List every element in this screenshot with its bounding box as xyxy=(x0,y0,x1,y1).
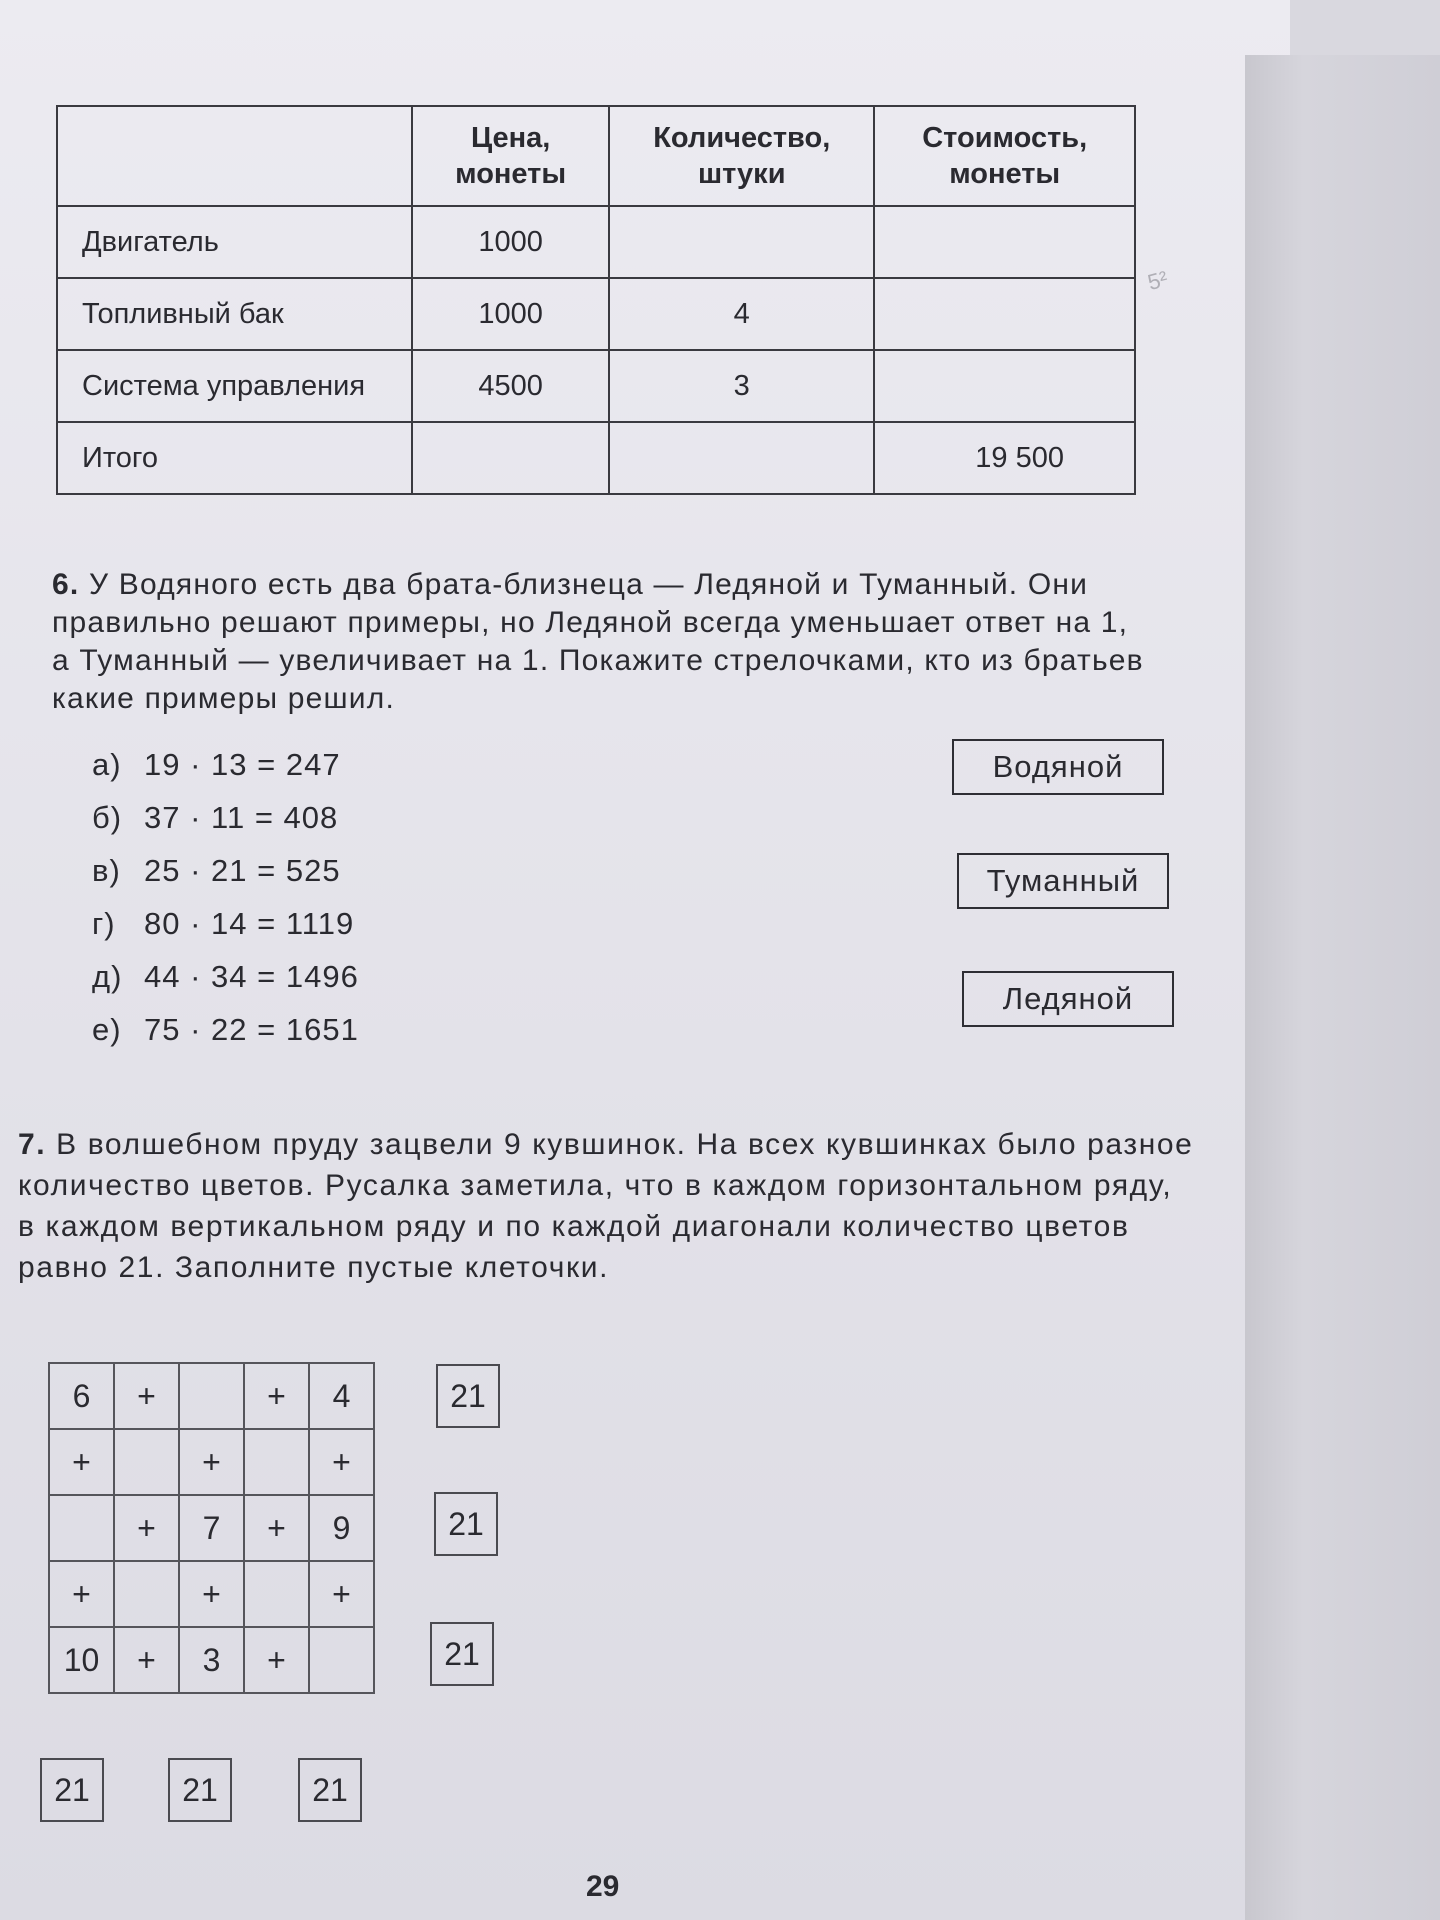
price-table xyxy=(56,105,1136,495)
header-qty-label: Количество, штуки xyxy=(653,122,831,190)
table-total-row xyxy=(57,422,1135,494)
grid-cell xyxy=(309,1363,374,1429)
box-tumanny[interactable]: Туманный xyxy=(957,853,1169,909)
table-row xyxy=(57,278,1135,350)
cell-value: 7 xyxy=(202,1509,221,1546)
example-expr: 80 · 14 = 1119 xyxy=(144,906,355,941)
grid-spacer xyxy=(244,1627,309,1693)
grid-cell xyxy=(49,1363,114,1429)
example-expr: 75 · 22 = 1651 xyxy=(144,1012,359,1047)
header-cost-label: Стоимость, монеты xyxy=(922,122,1088,190)
example-expr: 37 · 11 = 408 xyxy=(144,800,339,835)
header-price xyxy=(412,106,609,206)
grid-spacer xyxy=(179,1561,244,1627)
task-6 xyxy=(52,566,1152,718)
page-number: 29 xyxy=(586,1870,620,1903)
grid-cell xyxy=(179,1495,244,1561)
grid-spacer xyxy=(309,1561,374,1627)
plus-sign: + xyxy=(332,1575,351,1612)
grid-cell-empty[interactable] xyxy=(309,1627,374,1693)
example-expr: 19 · 13 = 247 xyxy=(144,747,341,782)
magic-square xyxy=(48,1362,375,1694)
example-letter: д) xyxy=(92,959,123,994)
row-qty: 4 xyxy=(609,278,874,350)
row-item: Двигатель xyxy=(57,206,412,278)
pencil-mark: 5² xyxy=(1144,265,1171,296)
sum-box-row-2: 21 xyxy=(434,1492,498,1556)
total-label: Итого xyxy=(57,422,412,494)
plus-sign: + xyxy=(202,1443,221,1480)
grid-spacer xyxy=(49,1561,114,1627)
example-letter: а) xyxy=(92,747,122,782)
box-ledyanoy[interactable]: Ледяной xyxy=(962,971,1174,1027)
plus-sign: + xyxy=(72,1443,91,1480)
grid-row xyxy=(49,1561,374,1627)
grid-cell xyxy=(309,1495,374,1561)
grid-row xyxy=(49,1495,374,1561)
example-letter: б) xyxy=(92,800,123,835)
plus-sign: + xyxy=(332,1443,351,1480)
grid-spacer xyxy=(244,1429,309,1495)
row-cost[interactable] xyxy=(874,278,1135,350)
example-b[interactable] xyxy=(92,791,359,844)
plus-sign: + xyxy=(202,1575,221,1612)
task-6-examples xyxy=(92,738,359,1056)
task-7 xyxy=(18,1124,1198,1288)
header-qty xyxy=(609,106,874,206)
grid-spacer xyxy=(244,1363,309,1429)
cell-value: 4 xyxy=(332,1377,351,1414)
example-letter: е) xyxy=(92,1012,122,1047)
task-7-text: В волшебном пруду зацвели 9 кувшинок. На всех кувшинках было разное количество цветов. Русалка заметила, что в каждом горизонтальном ряду, в каждом вертикальном ряду и по каждой диагонали количество цветов равно 21. Заполните пустые клеточки. xyxy=(18,1128,1194,1284)
row-item: Система управления xyxy=(57,350,412,422)
total-cost: 19 500 xyxy=(874,422,1135,494)
grid-spacer xyxy=(244,1561,309,1627)
example-g[interactable] xyxy=(92,897,359,950)
total-qty[interactable] xyxy=(609,422,874,494)
grid-cell xyxy=(179,1627,244,1693)
row-item: Топливный бак xyxy=(57,278,412,350)
sum-box-col-3: 21 xyxy=(298,1758,362,1822)
grid-spacer xyxy=(114,1627,179,1693)
example-expr: 44 · 34 = 1496 xyxy=(144,959,359,994)
sum-box-row-3: 21 xyxy=(430,1622,494,1686)
total-price[interactable] xyxy=(412,422,609,494)
header-empty xyxy=(57,106,412,206)
grid-spacer xyxy=(114,1495,179,1561)
example-expr: 25 · 21 = 525 xyxy=(144,853,341,888)
table-row xyxy=(57,206,1135,278)
example-d[interactable] xyxy=(92,950,359,1003)
grid-cell-empty[interactable] xyxy=(179,1363,244,1429)
grid-spacer xyxy=(244,1495,309,1561)
plus-sign: + xyxy=(267,1377,286,1414)
task-7-number: 7. xyxy=(18,1128,47,1161)
row-price: 4500 xyxy=(412,350,609,422)
sum-box-col-1: 21 xyxy=(40,1758,104,1822)
plus-sign: + xyxy=(72,1575,91,1612)
grid-spacer xyxy=(309,1429,374,1495)
grid-spacer xyxy=(114,1561,179,1627)
example-a[interactable] xyxy=(92,738,359,791)
sum-box-row-1: 21 xyxy=(436,1364,500,1428)
grid-cell-empty[interactable] xyxy=(49,1495,114,1561)
grid-row xyxy=(49,1429,374,1495)
example-letter: в) xyxy=(92,853,121,888)
row-cost[interactable] xyxy=(874,350,1135,422)
header-price-label: Цена, монеты xyxy=(455,122,567,190)
row-price: 1000 xyxy=(412,278,609,350)
grid-row xyxy=(49,1363,374,1429)
header-cost xyxy=(874,106,1135,206)
table-row xyxy=(57,350,1135,422)
grid-row xyxy=(49,1627,374,1693)
grid-cell xyxy=(49,1627,114,1693)
row-cost[interactable] xyxy=(874,206,1135,278)
plus-sign: + xyxy=(137,1377,156,1414)
cell-value: 9 xyxy=(332,1509,351,1546)
task-6-text: У Водяного есть два брата-близнеца — Ледяной и Туманный. Они правильно решают примеры, но Ледяной всегда уменьшает ответ на 1, а Туманный — увеличивает на 1. Покажите стрелочками, кто из братьев какие примеры решил. xyxy=(52,568,1144,715)
grid-spacer xyxy=(114,1429,179,1495)
row-qty: 3 xyxy=(609,350,874,422)
plus-sign: + xyxy=(267,1641,286,1678)
row-qty[interactable] xyxy=(609,206,874,278)
table-header-row xyxy=(57,106,1135,206)
plus-sign: + xyxy=(137,1641,156,1678)
grid-spacer xyxy=(179,1429,244,1495)
sum-box-col-2: 21 xyxy=(168,1758,232,1822)
plus-sign: + xyxy=(137,1509,156,1546)
example-v[interactable] xyxy=(92,844,359,897)
grid-spacer xyxy=(114,1363,179,1429)
row-price: 1000 xyxy=(412,206,609,278)
plus-sign: + xyxy=(267,1509,286,1546)
grid-spacer xyxy=(49,1429,114,1495)
task-6-number: 6. xyxy=(52,568,80,601)
cell-value: 6 xyxy=(72,1377,91,1414)
example-letter: г) xyxy=(92,906,116,941)
cell-value: 10 xyxy=(63,1641,100,1678)
box-vodyanoy[interactable]: Водяной xyxy=(952,739,1164,795)
cell-value: 3 xyxy=(202,1641,221,1678)
example-e[interactable] xyxy=(92,1003,359,1056)
page-shadow xyxy=(1245,55,1440,1920)
